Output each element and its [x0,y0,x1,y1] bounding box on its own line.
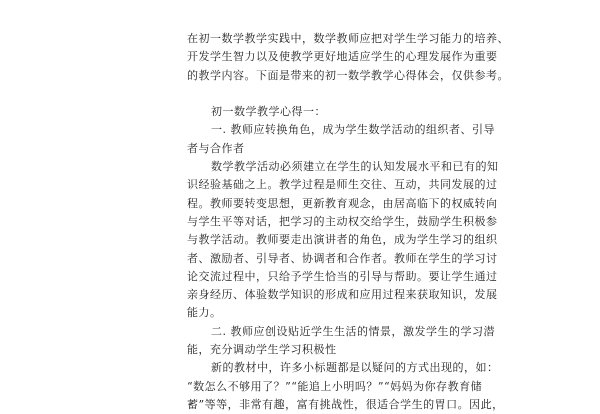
section1-body-line-7: 论交流过程中，只给予学生恰当的引导与帮助。要让学生通过 [187,269,498,283]
section2-heading-line-1: 二. 教师应创设贴近学生生活的情景，激发学生的学习潜 [211,324,495,338]
section1-body-line-9: 能力。 [187,306,222,320]
section2-body-line-2: “数怎么不够用了？”“能追上小明吗？”“妈妈为你存教育储 [187,379,483,393]
section2-heading-line-2: 能，充分调动学生学习积极性 [187,343,337,357]
section1-heading-line-2: 者与合作者 [187,141,245,155]
section1-body-line-6: 者、激励者、引导者、协调者和合作者。教师在学生的学习讨 [187,251,498,265]
intro-line-1: 在初一数学教学实践中，数学教师应把对学生学习能力的培养、 [187,32,509,45]
section2-body-line-1: 新的教材中，许多小标题都是以疑问的方式出现的，如： [211,361,499,375]
subtitle: 初一数学教学心得一： [211,105,326,119]
section1-body-line-1: 数学教学活动必须建立在学生的认知发展水平和已有的知 [211,160,499,174]
section1-body-line-5: 与教学活动。教师要走出演讲者的角色，成为学生学习的组织 [187,233,498,247]
section1-body-line-8: 亲身经历、体验数学知识的形成和应用过程来获取知识，发展 [187,288,498,302]
section1-heading-line-1: 一. 教师应转换角色，成为学生数学活动的组织者、引导 [211,123,495,137]
section1-body-line-4: 与学生平等对话，把学习的主动权交给学生，鼓励学生积极参 [187,214,498,228]
intro-line-3: 的教学内容。下面是带来的初一数学教学心得体会，仅供参考。 [187,68,509,82]
intro-line-2: 开发学生智力以及使教学更好地适应学生的心理发展作为重要 [187,50,498,64]
article-text [187,30,509,414]
paragraph-gap [187,85,427,103]
section1-body-line-3: 程。教师要转变思想，更新教育观念，由居高临下的权威转向 [187,196,498,210]
section2-body-line-3: 蓄”等等，非常有趣，富有挑战性，很适合学生的胃口。因此， [187,397,504,411]
section1-body-line-2: 识经验基础之上。教学过程是师生交往、互动，共同发展的过 [187,178,498,192]
